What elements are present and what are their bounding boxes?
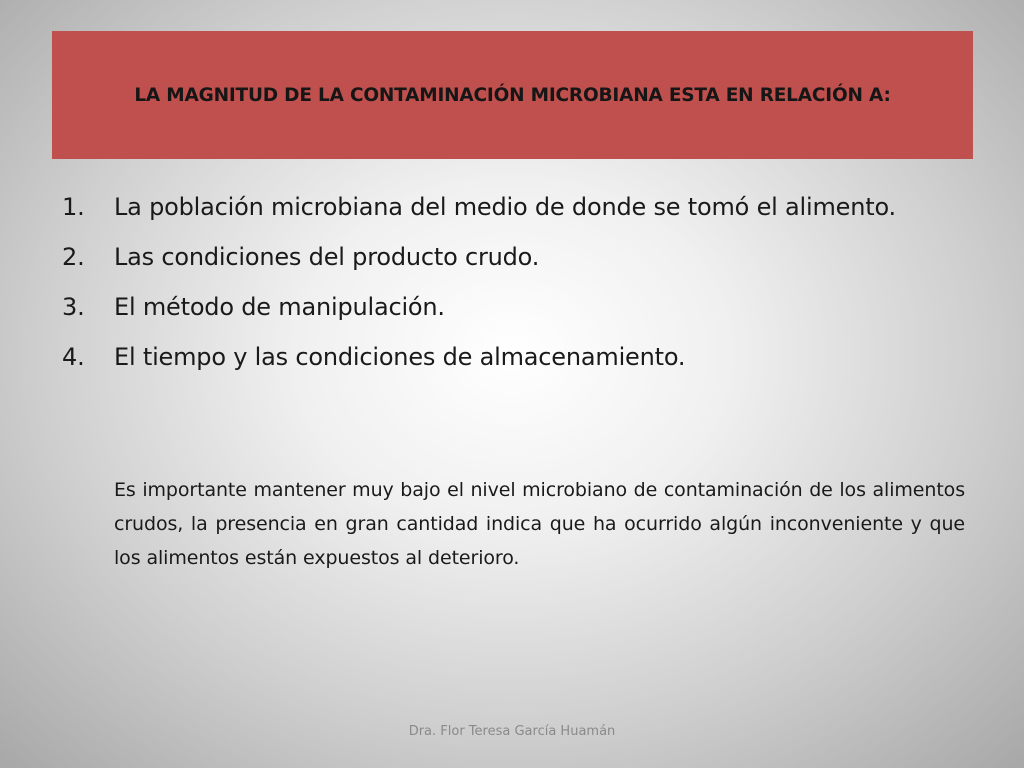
list-item-number: 2. [62,243,85,271]
list-item-text: La población microbiana del medio de donde se tomó el alimento. [114,193,896,221]
list-item-text: El método de manipulación. [114,293,445,321]
list-item [62,288,965,326]
slide-title: LA MAGNITUD DE LA CONTAMINACIÓN MICROBIANA ESTA EN RELACIÓN A: [134,84,891,106]
list-item [62,338,965,376]
list-item [62,238,965,276]
footer-author: Dra. Flor Teresa García Huamán [408,724,616,739]
list-item-number: 1. [62,193,85,221]
title-band [52,31,973,159]
note-paragraph: Es importante mantener muy bajo el nivel microbiano de contaminación de los alimentos crudos, la presencia en gran cantidad indica que ha ocurrido algún inconveniente y que los alimentos están expuestos al deterioro. [114,479,965,569]
list-item [62,188,965,226]
list-item-number: 4. [62,343,85,371]
list-item-text: Las condiciones del producto crudo. [114,243,540,271]
list-item-number: 3. [62,293,85,321]
list-item-text: El tiempo y las condiciones de almacenamiento. [114,343,686,371]
numbered-list [62,188,965,388]
